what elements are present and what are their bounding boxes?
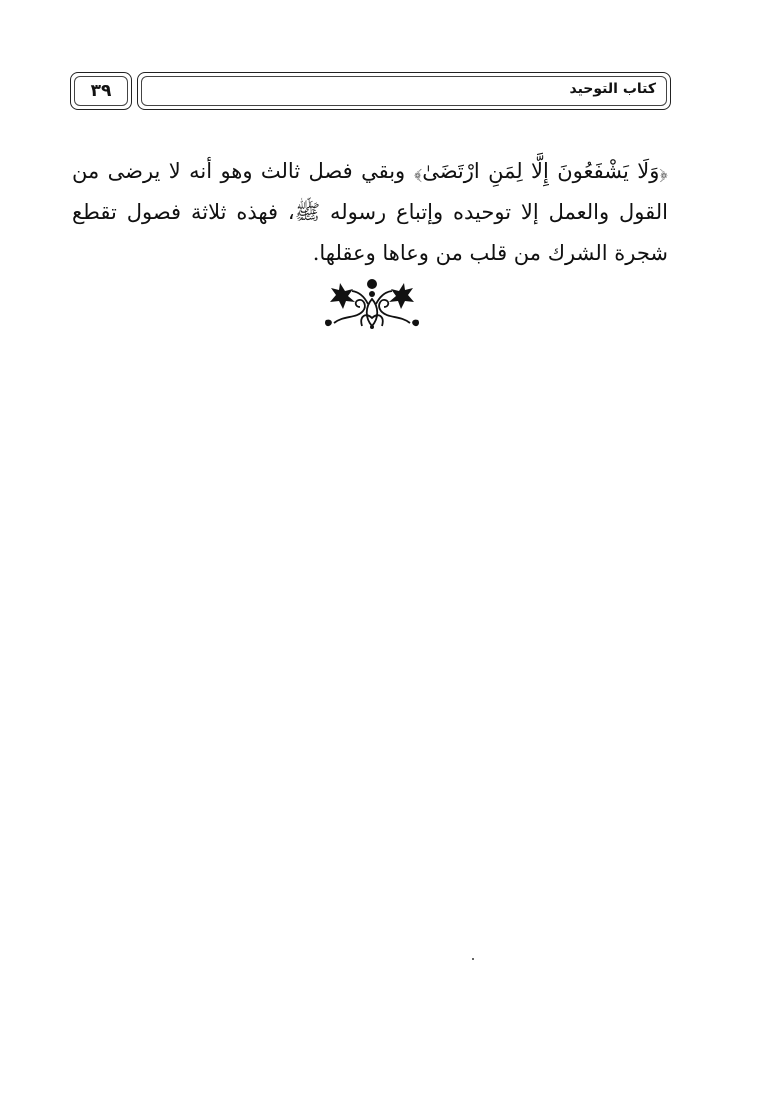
page-number: ٣٩ [90,81,112,101]
stray-mark [472,958,474,960]
floral-ornament-icon [322,276,422,330]
page-number-frame [70,72,132,110]
running-header [137,72,671,110]
book-title: كتاب التوحيد [569,81,656,97]
body-paragraph: ﴿وَلَا يَشْفَعُونَ إِلَّا لِمَنِ ارْتَضَىٰ﴾ وبقي فصل ثالث وهو أنه لا يرضى من القول والعمل إلا توحيده وإتباع رسوله ﷺ، فهذه ثلاثة فصول تقطع شجرة الشرك من قلب من وعاها وعقلها. [72,159,668,265]
